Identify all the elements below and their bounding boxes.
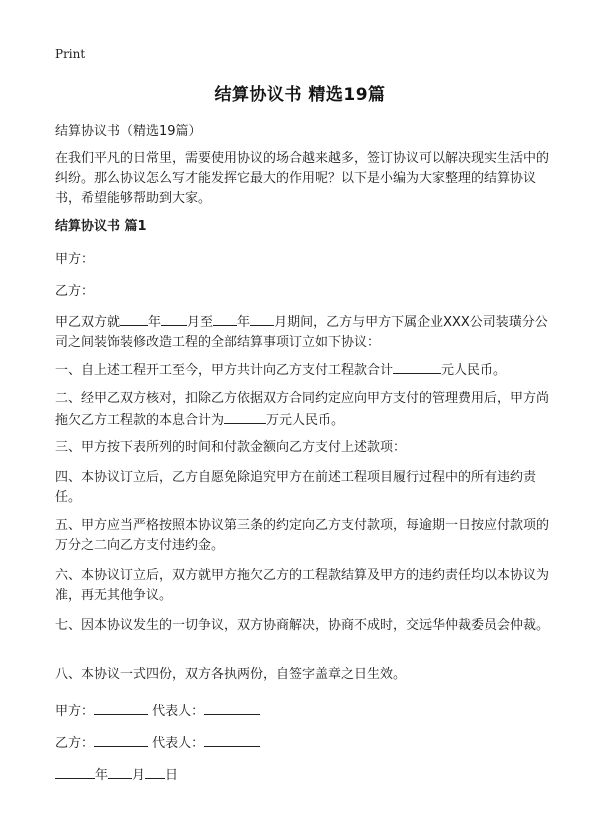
sign-b-rep-blank bbox=[204, 732, 260, 747]
sign-a-rep-blank bbox=[204, 700, 260, 715]
agreement-paragraph bbox=[55, 311, 550, 353]
agree-text-1: 甲乙双方就 bbox=[55, 315, 121, 330]
clause-2-text: 二、经甲乙双方核对，扣除乙方依据双方合同约定应向甲方支付的管理费用后，甲方尚拖欠乙方工程款的本息合计为 bbox=[55, 391, 550, 428]
date-month-blank bbox=[108, 764, 132, 779]
year-blank-2 bbox=[213, 311, 237, 326]
clause-6: 六、本协议订立后，双方就甲方拖欠乙方的工程款结算及甲方的违约责任均以本协议为准，再无其他争议。 bbox=[55, 568, 550, 603]
sign-a-blank bbox=[94, 700, 148, 715]
agree-text-5: 月期间，乙方与甲方下属企业XXX公司装璜分公司之间装饰装修改造工程的全部结算事项订立如下协议： bbox=[55, 315, 548, 350]
date-year: 年 bbox=[95, 768, 109, 783]
date-line bbox=[55, 764, 550, 786]
date-year-blank bbox=[55, 764, 95, 779]
agree-text-4: 年 bbox=[237, 315, 251, 330]
amount-blank bbox=[393, 359, 441, 374]
date-month: 月 bbox=[132, 768, 146, 783]
print-label[interactable]: Print bbox=[55, 47, 86, 61]
clause-5: 五、甲方应当严格按照本协议第三条的约定向乙方支付款项，每逾期一日按应付款项的万分之二向乙方支付违约金。 bbox=[55, 518, 550, 553]
clause-7: 七、因本协议发生的一切争议，双方协商解决，协商不成时，交远华仲裁委员会仲裁。 bbox=[55, 618, 550, 633]
clause-2 bbox=[55, 389, 550, 431]
year-blank bbox=[120, 311, 148, 326]
sign-a-label: 甲方： bbox=[55, 704, 95, 719]
document-subtitle: 结算协议书（精选19篇） bbox=[55, 124, 202, 139]
agree-text-2: 年 bbox=[148, 315, 162, 330]
clause-1-text: 一、自上述工程开工至今，甲方共计向乙方支付工程款合计 bbox=[55, 363, 394, 378]
month-blank-2 bbox=[250, 311, 274, 326]
intro-paragraph: 在我们平凡的日常里，需要使用协议的场合越来越多，签订协议可以解决现实生活中的纠纷。那么协议怎么写才能发挥它最大的作用呢？以下是小编为大家整理的结算协议书，希望能够帮助到大家。 bbox=[55, 151, 550, 206]
section-heading: 结算协议书 篇1 bbox=[55, 219, 147, 234]
sign-b-rep: 代表人： bbox=[152, 736, 205, 751]
sign-b-blank bbox=[94, 732, 148, 747]
party-a-line: 甲方： bbox=[55, 252, 95, 267]
clause-1 bbox=[55, 359, 550, 381]
agree-text-3: 月至 bbox=[187, 315, 214, 330]
clause-1-tail: 元人民币。 bbox=[441, 363, 507, 378]
date-day-blank bbox=[145, 764, 165, 779]
clause-8: 八、本协议一式四份，双方各执两份，自签字盖章之日生效。 bbox=[55, 667, 407, 682]
clause-3: 三、甲方按下表所列的时间和付款金额向乙方支付上述款项： bbox=[55, 440, 407, 455]
clause-4: 四、本协议订立后，乙方自愿免除追究甲方在前述工程项目履行过程中的所有违约责任。 bbox=[55, 470, 537, 505]
date-day: 日 bbox=[165, 768, 179, 783]
signature-a bbox=[55, 700, 550, 722]
party-b-line: 乙方： bbox=[55, 284, 95, 299]
sign-a-rep: 代表人： bbox=[152, 704, 205, 719]
document-title: 结算协议书 精选19篇 bbox=[214, 85, 386, 105]
clause-2-tail: 万元人民币。 bbox=[266, 413, 345, 428]
sign-b-label: 乙方： bbox=[55, 736, 95, 751]
signature-b bbox=[55, 732, 550, 754]
amount-blank-2 bbox=[224, 409, 266, 424]
month-blank bbox=[161, 311, 187, 326]
